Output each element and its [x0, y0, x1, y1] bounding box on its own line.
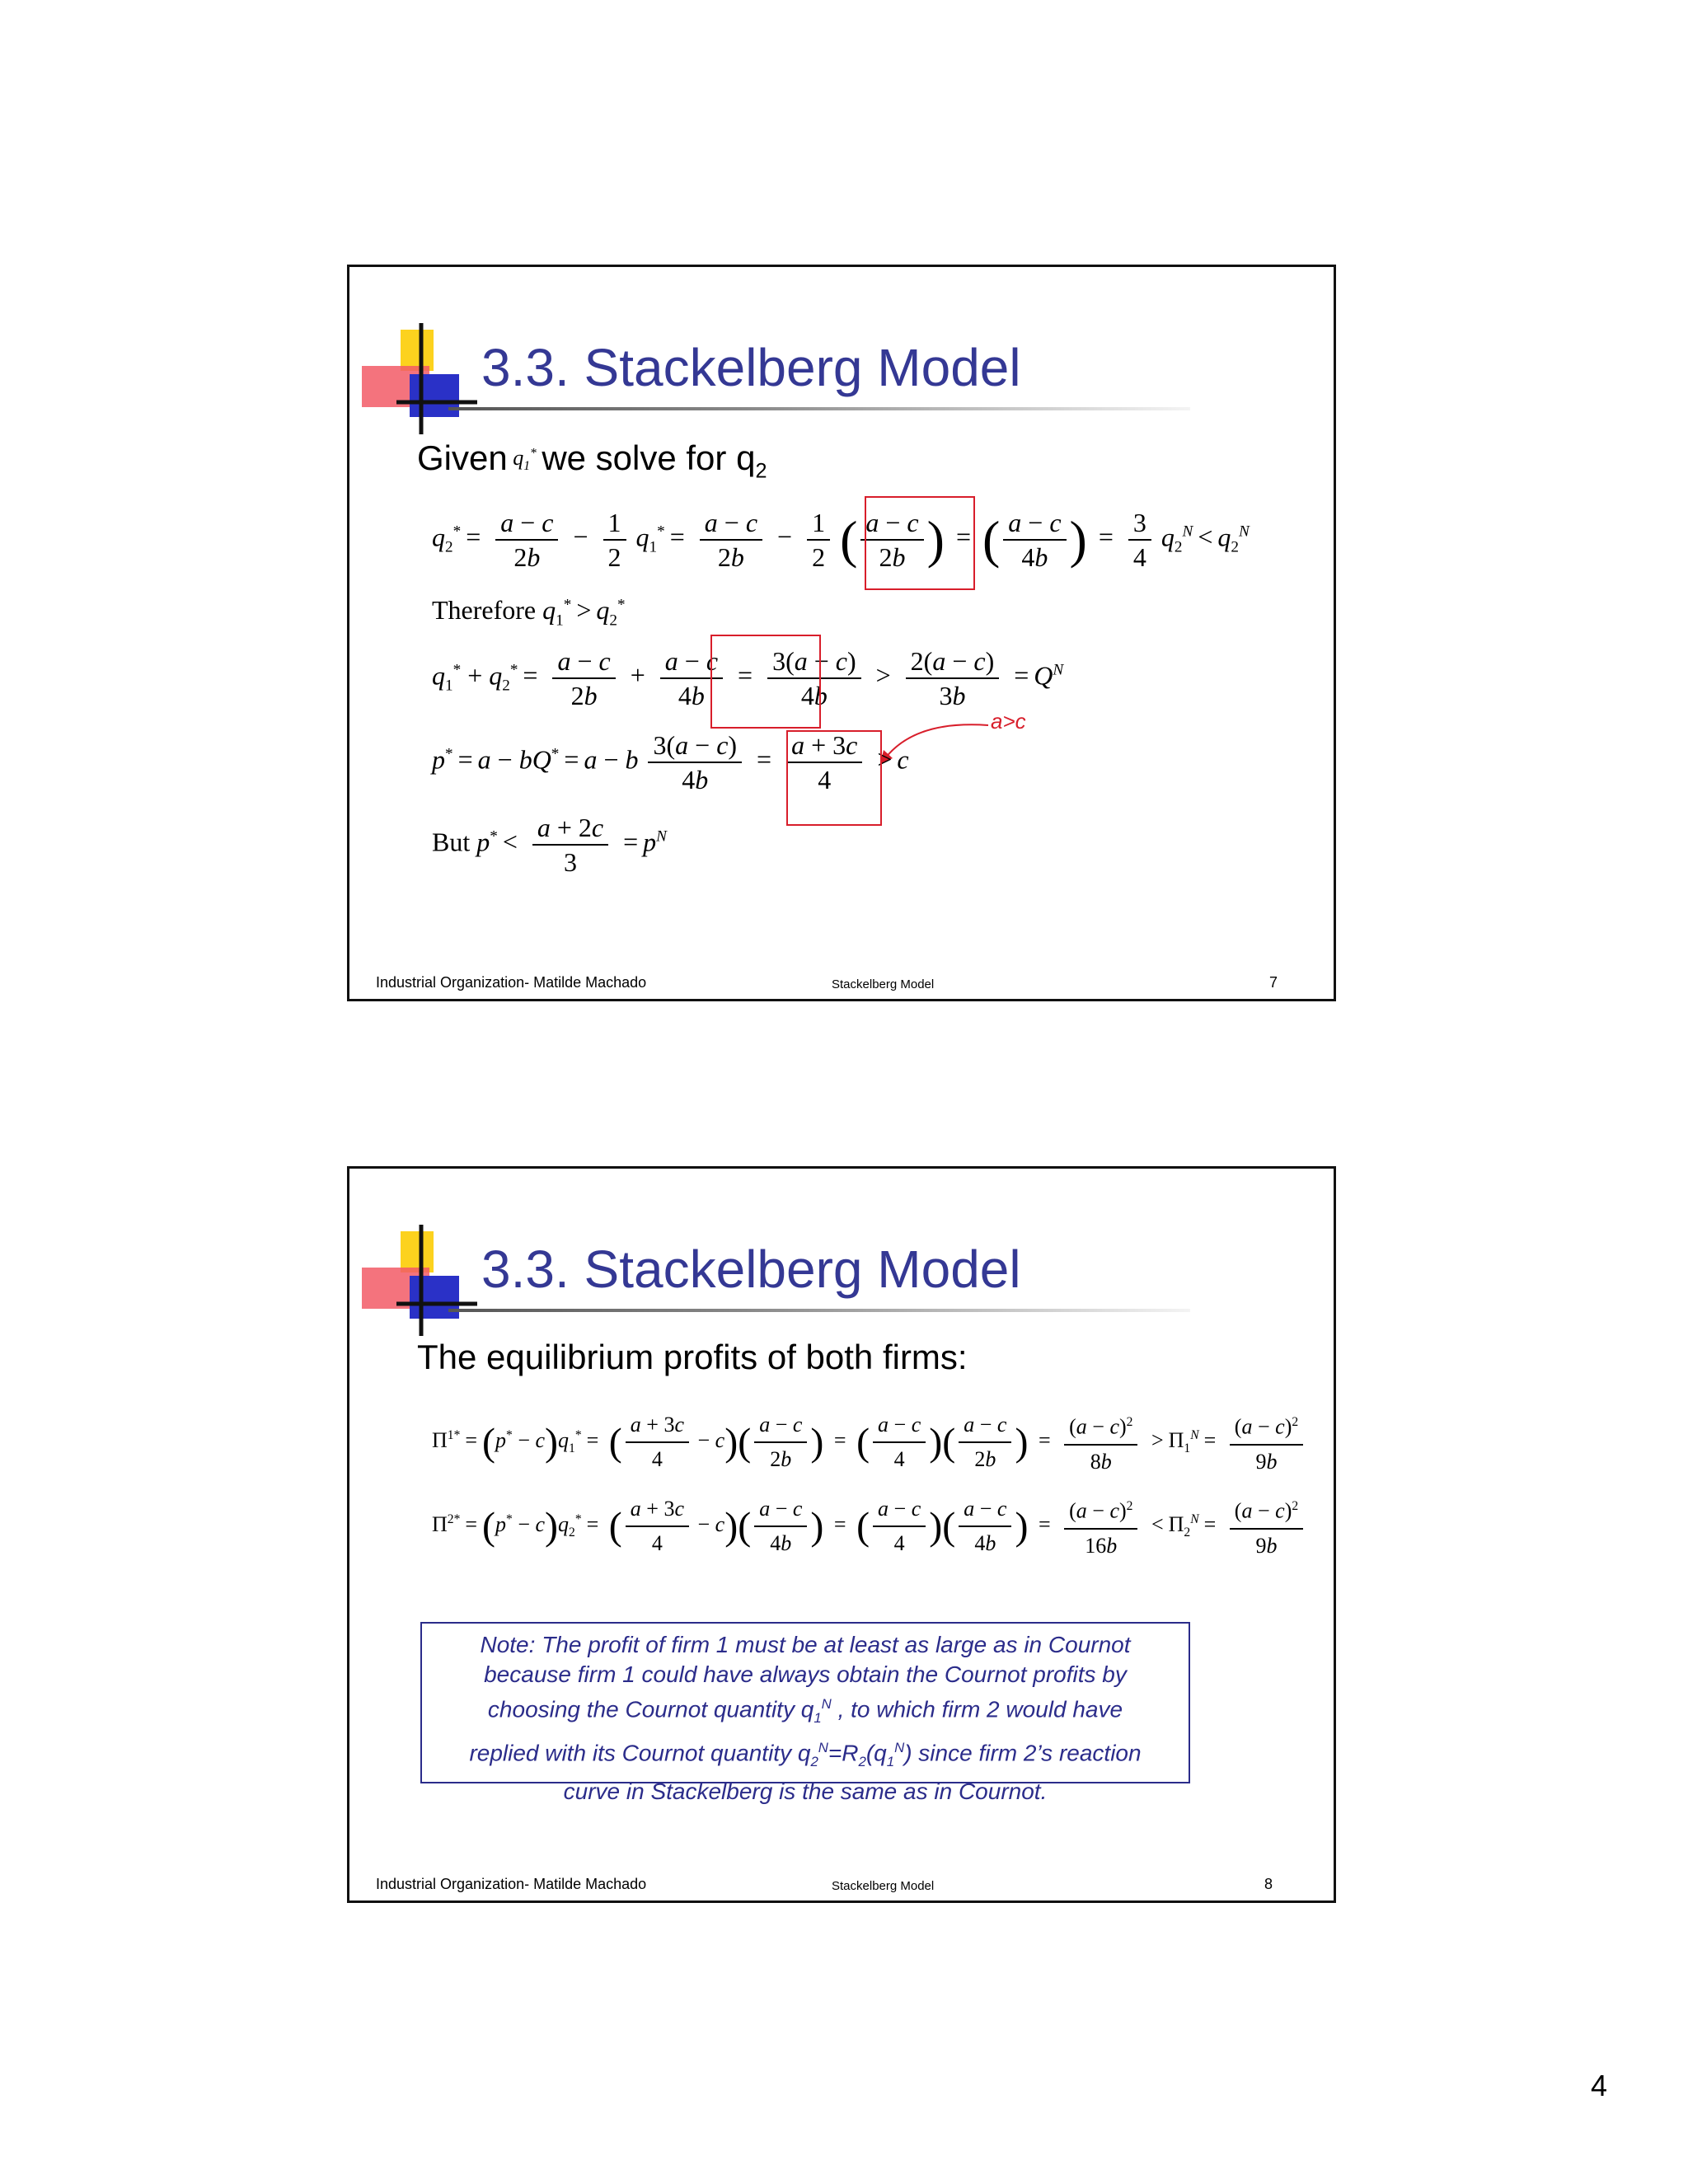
footer-center: Stackelberg Model: [832, 1879, 935, 1893]
title-underline: [448, 1309, 1190, 1312]
annotation-a-gt-c: a>c: [991, 709, 1026, 733]
therefore-line: Therefore $q_1^* > q_2^*$: [432, 595, 626, 630]
lead-text: The equilibrium profits of both firms:: [417, 1338, 968, 1376]
lead-text: Given $q_1^*$ we solve for $q_2$: [417, 438, 767, 483]
footer-center: Stackelberg Model: [832, 977, 935, 991]
footer-left: Industrial Organization- Matilde Machado: [376, 1876, 647, 1892]
highlight-box-q2: [865, 496, 975, 590]
title-underline: [448, 407, 1190, 410]
note-line: curve in Stackelberg is the same as in Cournot.: [563, 1778, 1048, 1804]
slide-8: [347, 1166, 1336, 1903]
note-line: Note: The profit of firm 1 must be at least as large as in Cournot: [480, 1632, 1131, 1657]
but-line: But p* < $\frac{a + 2c}{3}$ = $p^N$: [432, 813, 667, 877]
slide-logo-decoration-icon: [362, 1225, 485, 1340]
equation-profit-firm2: $\Pi^{2*} = (p^* - c)q_2^*$ = ( $\frac{a + 3c}{4}$ − c)( $\frac{a - c}{4b}$ ) = ( $\frac{a - c}{4}$ )( $\frac{a - c}{4b}$ ) = $\frac{(a - c)^2}{16b}$ < $\Pi_2^N$ = $\frac{(a - c)^2}{9b}$: [432, 1490, 1306, 1563]
equation-total-quantity: $q_1^* + q_2^*$ = $\frac{a - c}{2b}$ + $\frac{a - c}{4b}$ = $\frac{3(a - c)}{4b}$ > $\frac{2(a - c)}{3b}$ = $Q^N$: [432, 646, 1064, 710]
footer-left: Industrial Organization- Matilde Machado: [376, 974, 647, 991]
slide-7: [347, 265, 1336, 1001]
slide-logo-decoration-icon: [362, 323, 485, 438]
document-page-number: 4: [1591, 2069, 1608, 2102]
highlight-box-price: [786, 730, 882, 826]
equation-q2-star: $q_2^*$ = $\frac{a - c}{2b}$ − $\frac{1}{2}$ $q_1^*$ = $\frac{a - c}{2b}$ − $\frac{1}{2}$ ( $\frac{a - c}{2b}$ ) = ( $\frac{a - c}{4b}$ ) = $\frac{3}{4}$ $q_2^N < q_2^N$: [432, 508, 1250, 572]
slide-title: 3.3. Stackelberg Model: [481, 1240, 1021, 1299]
note-line: replied with its Cournot quantity $q_2^N=R_2(q_1^N)$ since firm 2’s reaction: [469, 1739, 1142, 1769]
highlight-box-total: [710, 635, 821, 729]
slide-title: 3.3. Stackelberg Model: [481, 338, 1021, 397]
equation-price: p* = a − bQ* = a − b $\frac{3(a - c)}{4b}$ = $\frac{a + 3c}{4}$ > c: [432, 730, 909, 794]
note-line: choosing the Cournot quantity $q_1^N$ , to which firm 2 would have: [487, 1696, 1123, 1726]
footer-page-number: 7: [1269, 974, 1278, 991]
note-line: because firm 1 could have always obtain the Cournot profits by: [484, 1661, 1127, 1687]
footer-page-number: 8: [1264, 1876, 1273, 1892]
note-box: [420, 1622, 1190, 1804]
equation-profit-firm1: $\Pi^{1*} = (p^* - c)q_1^*$ = ( $\frac{a + 3c}{4}$ − c)( $\frac{a - c}{2b}$ ) = ( $\frac{a - c}{4}$ )( $\frac{a - c}{2b}$ ) = $\frac{(a - c)^2}{8b}$ > $\Pi_1^N$ = $\frac{(a - c)^2}{9b}$: [432, 1406, 1306, 1479]
